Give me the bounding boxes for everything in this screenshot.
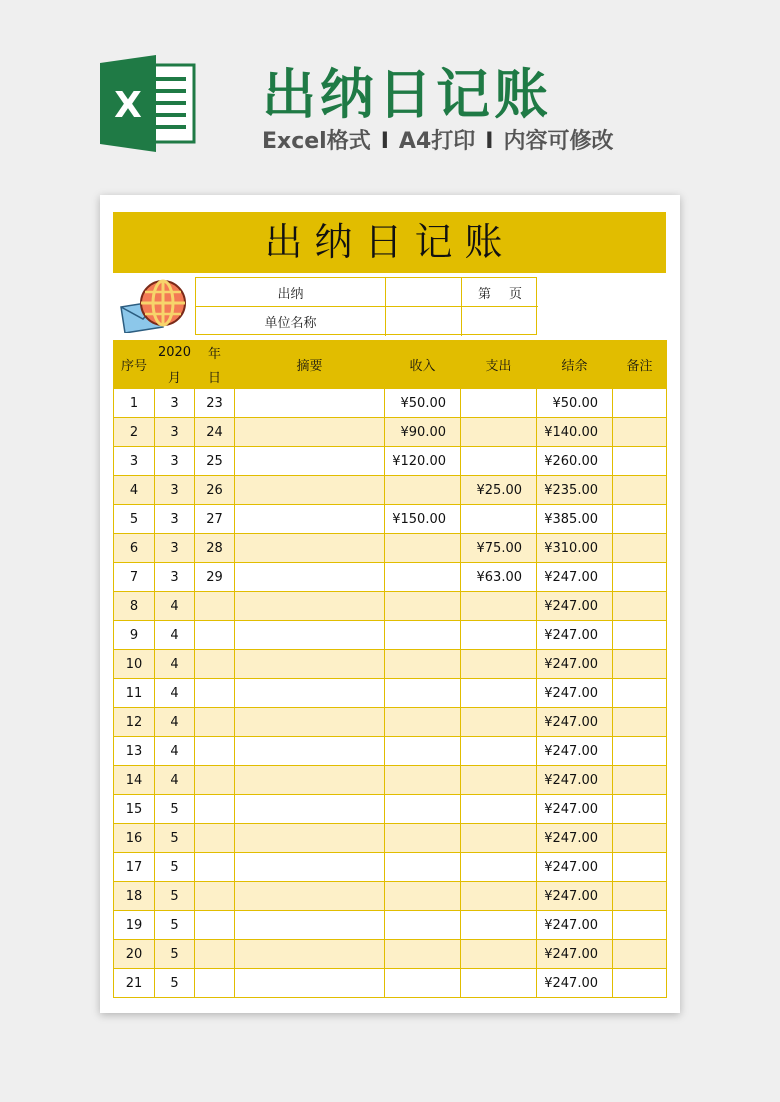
cashier-value[interactable] <box>386 278 462 307</box>
cell-summary[interactable] <box>235 969 385 998</box>
cell-month[interactable]: 5 <box>155 824 195 853</box>
table-row <box>114 940 667 969</box>
unit-name-label: 单位名称 <box>196 307 386 336</box>
cell-day[interactable] <box>195 795 235 824</box>
cell-summary[interactable] <box>235 766 385 795</box>
page-number[interactable] <box>462 278 538 307</box>
table-row <box>114 853 667 882</box>
cell-summary[interactable] <box>235 679 385 708</box>
banner-subtitle <box>262 124 613 155</box>
cell-seq[interactable]: 11 <box>114 679 155 708</box>
table-row <box>114 505 667 534</box>
cell-expense[interactable] <box>461 447 537 476</box>
cell-remark[interactable] <box>613 766 667 795</box>
cell-day[interactable] <box>195 708 235 737</box>
cell-expense[interactable] <box>461 824 537 853</box>
cell-balance[interactable]: ¥50.00 <box>537 389 613 418</box>
cell-seq[interactable]: 3 <box>114 447 155 476</box>
template-banner <box>0 0 780 190</box>
cell-month[interactable]: 4 <box>155 737 195 766</box>
cell-balance[interactable]: ¥247.00 <box>537 969 613 998</box>
cell-income[interactable] <box>385 795 461 824</box>
cell-month[interactable]: 5 <box>155 795 195 824</box>
table-row <box>114 911 667 940</box>
cell-seq[interactable]: 17 <box>114 853 155 882</box>
table-row <box>114 708 667 737</box>
unit-name-value[interactable] <box>386 307 462 336</box>
subtitle-separator: I <box>380 129 389 154</box>
cell-day[interactable]: 28 <box>195 534 235 563</box>
cell-summary[interactable] <box>235 853 385 882</box>
header-month: 月 <box>155 365 195 389</box>
cell-expense[interactable] <box>461 853 537 882</box>
cell-day[interactable] <box>195 969 235 998</box>
subtitle-print: A4打印 <box>398 129 476 154</box>
cell-summary[interactable] <box>235 389 385 418</box>
subtitle-separator: I <box>485 129 494 154</box>
cell-month[interactable]: 4 <box>155 592 195 621</box>
cell-month[interactable]: 5 <box>155 882 195 911</box>
cell-expense[interactable] <box>461 389 537 418</box>
table-row <box>114 882 667 911</box>
excel-icon-letter: X <box>114 85 142 126</box>
cell-income[interactable] <box>385 679 461 708</box>
cell-summary[interactable] <box>235 940 385 969</box>
cell-month[interactable]: 5 <box>155 940 195 969</box>
cell-month[interactable]: 4 <box>155 766 195 795</box>
cell-income[interactable] <box>385 940 461 969</box>
cell-summary[interactable] <box>235 563 385 592</box>
cell-day[interactable]: 24 <box>195 418 235 447</box>
cell-seq[interactable]: 8 <box>114 592 155 621</box>
cell-remark[interactable] <box>613 679 667 708</box>
cell-summary[interactable] <box>235 737 385 766</box>
cell-income[interactable] <box>385 592 461 621</box>
cell-month[interactable]: 4 <box>155 650 195 679</box>
cell-day[interactable]: 27 <box>195 505 235 534</box>
cell-day[interactable] <box>195 650 235 679</box>
cell-day[interactable] <box>195 766 235 795</box>
table-row <box>114 969 667 998</box>
cell-balance[interactable]: ¥247.00 <box>537 563 613 592</box>
cell-remark[interactable] <box>613 389 667 418</box>
header-income: 收入 <box>385 341 461 389</box>
subtitle-editable: 内容可修改 <box>503 129 614 154</box>
cell-income[interactable] <box>385 534 461 563</box>
cell-balance[interactable]: ¥247.00 <box>537 621 613 650</box>
table-row <box>114 534 667 563</box>
sheet-title: 出纳日记账 <box>113 212 666 273</box>
cell-day[interactable]: 25 <box>195 447 235 476</box>
cell-income[interactable]: ¥50.00 <box>385 389 461 418</box>
cell-month[interactable]: 3 <box>155 563 195 592</box>
cell-month[interactable]: 3 <box>155 505 195 534</box>
cell-summary[interactable] <box>235 418 385 447</box>
table-row <box>114 795 667 824</box>
cell-expense[interactable] <box>461 737 537 766</box>
cashier-label: 出纳 <box>196 278 386 307</box>
header-day: 日 <box>195 365 235 389</box>
cell-expense[interactable] <box>461 679 537 708</box>
cell-summary[interactable] <box>235 534 385 563</box>
globe-mail-icon <box>119 277 189 333</box>
table-row <box>114 592 667 621</box>
ledger-sheet <box>100 195 680 1013</box>
info-empty-cell[interactable] <box>462 307 538 336</box>
header-summary: 摘要 <box>235 341 385 389</box>
header-expense: 支出 <box>461 341 537 389</box>
cell-month[interactable]: 3 <box>155 447 195 476</box>
cell-remark[interactable] <box>613 708 667 737</box>
cell-seq[interactable]: 19 <box>114 911 155 940</box>
table-row <box>114 447 667 476</box>
cell-income[interactable] <box>385 650 461 679</box>
cell-expense[interactable] <box>461 650 537 679</box>
cell-seq[interactable]: 12 <box>114 708 155 737</box>
cell-seq[interactable]: 9 <box>114 621 155 650</box>
cell-expense[interactable] <box>461 969 537 998</box>
cell-remark[interactable] <box>613 882 667 911</box>
cell-income[interactable] <box>385 911 461 940</box>
cell-month[interactable]: 5 <box>155 853 195 882</box>
cell-remark[interactable] <box>613 824 667 853</box>
cell-balance[interactable]: ¥247.00 <box>537 766 613 795</box>
cell-seq[interactable]: 15 <box>114 795 155 824</box>
subtitle-format: Excel格式 <box>262 129 371 154</box>
cell-summary[interactable] <box>235 708 385 737</box>
cell-remark[interactable] <box>613 447 667 476</box>
page-label-right: 页 <box>509 286 523 302</box>
cell-day[interactable] <box>195 882 235 911</box>
table-row <box>114 418 667 447</box>
table-row <box>114 621 667 650</box>
cell-seq[interactable]: 5 <box>114 505 155 534</box>
cell-day[interactable] <box>195 737 235 766</box>
cell-balance[interactable]: ¥385.00 <box>537 505 613 534</box>
ledger-table <box>113 340 667 998</box>
cell-income[interactable]: ¥90.00 <box>385 418 461 447</box>
cell-balance[interactable]: ¥247.00 <box>537 824 613 853</box>
cell-summary[interactable] <box>235 650 385 679</box>
cell-summary[interactable] <box>235 447 385 476</box>
cell-balance[interactable]: ¥140.00 <box>537 418 613 447</box>
cell-day[interactable] <box>195 940 235 969</box>
cell-month[interactable]: 3 <box>155 389 195 418</box>
cell-remark[interactable] <box>613 418 667 447</box>
cell-month[interactable]: 4 <box>155 621 195 650</box>
cell-balance[interactable]: ¥247.00 <box>537 650 613 679</box>
cell-summary[interactable] <box>235 824 385 853</box>
cell-summary[interactable] <box>235 592 385 621</box>
cell-expense[interactable] <box>461 940 537 969</box>
cell-remark[interactable] <box>613 621 667 650</box>
cell-remark[interactable] <box>613 737 667 766</box>
cell-balance[interactable]: ¥247.00 <box>537 853 613 882</box>
ledger-body <box>114 389 667 998</box>
cell-summary[interactable] <box>235 795 385 824</box>
cell-day[interactable] <box>195 592 235 621</box>
cell-seq[interactable]: 4 <box>114 476 155 505</box>
cell-balance[interactable]: ¥310.00 <box>537 534 613 563</box>
header-year-suffix: 年 <box>195 341 235 365</box>
cell-summary[interactable] <box>235 911 385 940</box>
cell-remark[interactable] <box>613 476 667 505</box>
table-row <box>114 650 667 679</box>
cell-expense[interactable] <box>461 882 537 911</box>
cell-income[interactable] <box>385 737 461 766</box>
cell-income[interactable] <box>385 969 461 998</box>
cell-remark[interactable] <box>613 592 667 621</box>
cell-balance[interactable]: ¥235.00 <box>537 476 613 505</box>
banner-title: 出纳日记账 <box>262 63 552 126</box>
cell-balance[interactable]: ¥247.00 <box>537 737 613 766</box>
cell-remark[interactable] <box>613 534 667 563</box>
cell-expense[interactable] <box>461 621 537 650</box>
cell-remark[interactable] <box>613 505 667 534</box>
cell-expense[interactable] <box>461 708 537 737</box>
cell-income[interactable] <box>385 766 461 795</box>
cell-month[interactable]: 5 <box>155 969 195 998</box>
cell-day[interactable]: 26 <box>195 476 235 505</box>
excel-icon <box>100 55 197 152</box>
cell-day[interactable]: 23 <box>195 389 235 418</box>
cell-income[interactable] <box>385 853 461 882</box>
table-row <box>114 766 667 795</box>
cell-month[interactable]: 4 <box>155 708 195 737</box>
cell-balance[interactable]: ¥247.00 <box>537 795 613 824</box>
table-row <box>114 824 667 853</box>
cell-seq[interactable]: 10 <box>114 650 155 679</box>
header-balance: 结余 <box>537 341 613 389</box>
cell-income[interactable] <box>385 882 461 911</box>
cell-income[interactable] <box>385 563 461 592</box>
cell-seq[interactable]: 7 <box>114 563 155 592</box>
cell-remark[interactable] <box>613 563 667 592</box>
cell-day[interactable] <box>195 824 235 853</box>
cell-income[interactable] <box>385 621 461 650</box>
header-seq: 序号 <box>114 341 155 389</box>
cell-seq[interactable]: 2 <box>114 418 155 447</box>
cell-remark[interactable] <box>613 940 667 969</box>
cell-expense[interactable] <box>461 505 537 534</box>
table-row <box>114 737 667 766</box>
cell-month[interactable]: 5 <box>155 911 195 940</box>
cell-remark[interactable] <box>613 795 667 824</box>
cell-expense[interactable] <box>461 418 537 447</box>
header-remark: 备注 <box>613 341 667 389</box>
cell-balance[interactable]: ¥247.00 <box>537 679 613 708</box>
cell-expense[interactable]: ¥25.00 <box>461 476 537 505</box>
cell-seq[interactable]: 21 <box>114 969 155 998</box>
cell-balance[interactable]: ¥247.00 <box>537 592 613 621</box>
cell-remark[interactable] <box>613 969 667 998</box>
cell-summary[interactable] <box>235 882 385 911</box>
table-row <box>114 389 667 418</box>
cell-expense[interactable] <box>461 795 537 824</box>
cell-month[interactable]: 3 <box>155 476 195 505</box>
cell-balance[interactable]: ¥260.00 <box>537 447 613 476</box>
cell-seq[interactable]: 13 <box>114 737 155 766</box>
cell-remark[interactable] <box>613 911 667 940</box>
ledger-info-box <box>195 277 537 335</box>
cell-day[interactable] <box>195 911 235 940</box>
cell-income[interactable] <box>385 476 461 505</box>
table-row <box>114 563 667 592</box>
cell-seq[interactable]: 20 <box>114 940 155 969</box>
cell-day[interactable]: 29 <box>195 563 235 592</box>
cell-summary[interactable] <box>235 621 385 650</box>
cell-expense[interactable]: ¥63.00 <box>461 563 537 592</box>
cell-seq[interactable]: 6 <box>114 534 155 563</box>
cell-summary[interactable] <box>235 476 385 505</box>
cell-month[interactable]: 3 <box>155 418 195 447</box>
cell-day[interactable] <box>195 679 235 708</box>
cell-income[interactable] <box>385 708 461 737</box>
cell-seq[interactable]: 14 <box>114 766 155 795</box>
cell-income[interactable]: ¥120.00 <box>385 447 461 476</box>
cell-month[interactable]: 3 <box>155 534 195 563</box>
cell-expense[interactable] <box>461 592 537 621</box>
cell-expense[interactable]: ¥75.00 <box>461 534 537 563</box>
page-label-left: 第 <box>477 286 491 302</box>
header-year: 2020 <box>155 341 195 365</box>
table-row <box>114 679 667 708</box>
cell-income[interactable] <box>385 824 461 853</box>
cell-day[interactable] <box>195 621 235 650</box>
cell-expense[interactable] <box>461 911 537 940</box>
cell-income[interactable]: ¥150.00 <box>385 505 461 534</box>
cell-expense[interactable] <box>461 766 537 795</box>
cell-day[interactable] <box>195 853 235 882</box>
cell-remark[interactable] <box>613 650 667 679</box>
cell-balance[interactable]: ¥247.00 <box>537 708 613 737</box>
table-row <box>114 476 667 505</box>
cell-balance[interactable]: ¥247.00 <box>537 882 613 911</box>
cell-balance[interactable]: ¥247.00 <box>537 911 613 940</box>
cell-seq[interactable]: 1 <box>114 389 155 418</box>
cell-seq[interactable]: 16 <box>114 824 155 853</box>
cell-seq[interactable]: 18 <box>114 882 155 911</box>
cell-summary[interactable] <box>235 505 385 534</box>
cell-balance[interactable]: ¥247.00 <box>537 940 613 969</box>
cell-month[interactable]: 4 <box>155 679 195 708</box>
cell-remark[interactable] <box>613 853 667 882</box>
